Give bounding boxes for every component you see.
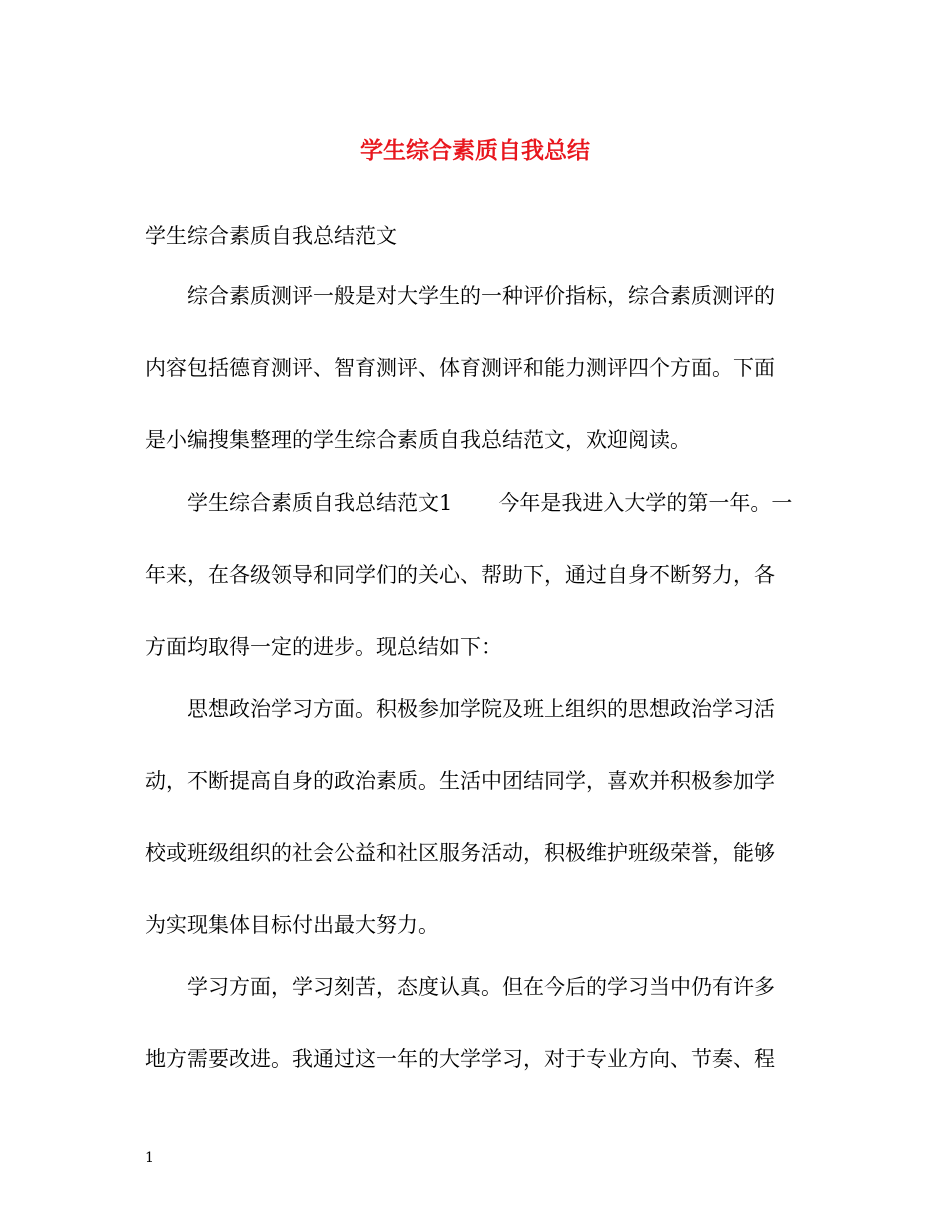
paragraph-line: 方面均取得一定的进步。现总结如下： — [145, 635, 502, 659]
paragraph-text: 今年是我进入大学的第一年。一 — [498, 491, 793, 515]
paragraph-line: 动，不断提高自身的政治素质。生活中团结同学，喜欢并积极参加学 — [145, 769, 775, 793]
paragraph-line: 学习方面，学习刻苦，态度认真。但在今后的学习当中仍有许多 — [187, 975, 775, 999]
subtitle: 学生综合素质自我总结范文 — [145, 224, 397, 248]
paragraph-line: 地方需要改进。我通过这一年的大学学习，对于专业方向、节奏、程 — [145, 1047, 775, 1071]
paragraph-line: 内容包括德育测评、智育测评、体育测评和能力测评四个方面。下面 — [145, 356, 775, 380]
paragraph-line: 是小编搜集整理的学生综合素质自我总结范文，欢迎阅读。 — [145, 428, 691, 452]
paragraph-line: 为实现集体目标付出最大努力。 — [145, 913, 439, 937]
paragraph-line: 思想政治学习方面。积极参加学院及班上组织的思想政治学习活 — [187, 697, 775, 721]
section-heading: 学生综合素质自我总结范文1 — [187, 491, 453, 515]
paragraph-line: 综合素质测评一般是对大学生的一种评价指标，综合素质测评的 — [187, 284, 775, 308]
paragraph-line — [187, 485, 867, 521]
paragraph-line: 年来，在各级领导和同学们的关心、帮助下，通过自身不断努力，各 — [145, 563, 775, 587]
page-number: 1 — [145, 1150, 154, 1166]
document-title: 学生综合素质自我总结 — [360, 137, 590, 164]
paragraph-line: 校或班级组织的社会公益和社区服务活动，积极维护班级荣誉，能够 — [145, 841, 775, 865]
